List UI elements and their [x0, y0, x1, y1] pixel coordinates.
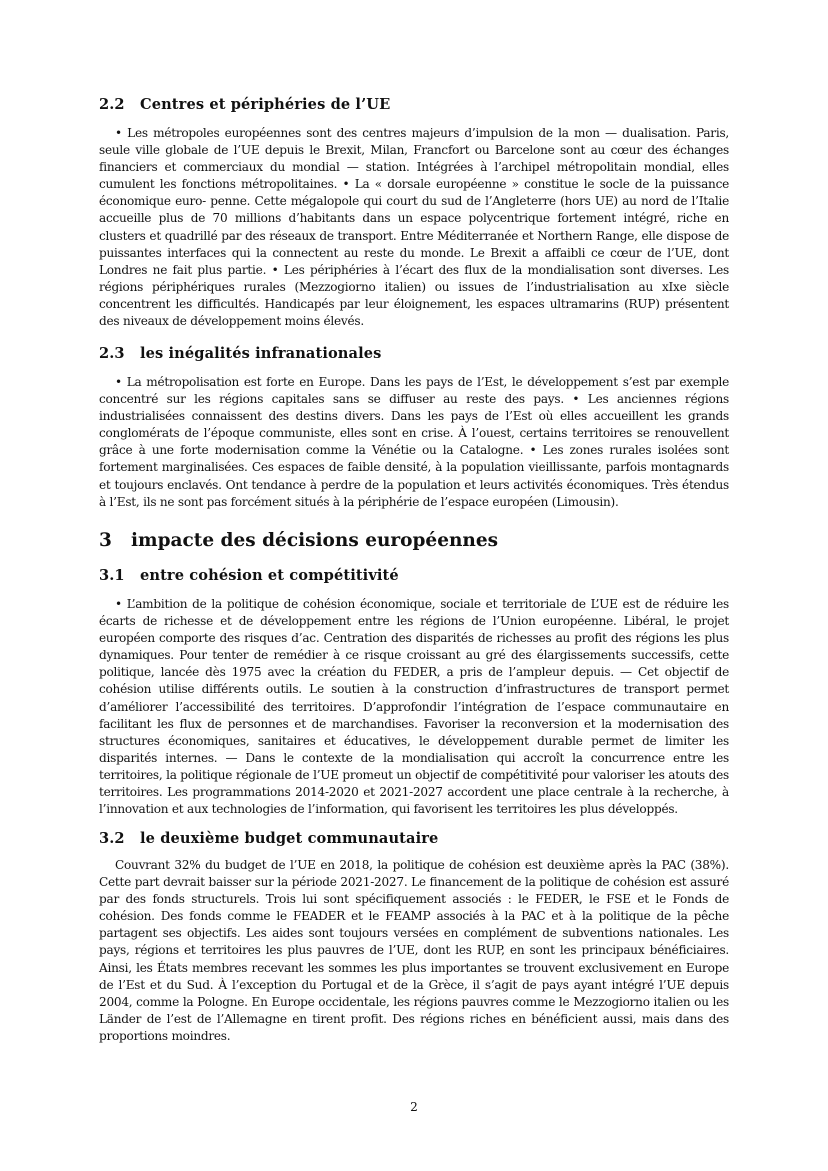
section-number: 3.2 [99, 830, 125, 847]
section-title: Centres et périphéries de l’UE [140, 96, 391, 113]
paragraph: • La métropolisation est forte en Europe. Dans les pays de l’Est, le développement s’est par exemple concentré sur les régions capitales sans se diffuser au reste des pays. • Les anciennes régions industrialisées connaissent des destins divers. Dans les pays de l’Est où elles accueillent les grands conglomérats de l’époque communiste, elles sont en crise. À l’ouest, certains territoires se renouvellent grâce à une forte modernisation comme la Vénétie ou la Catalogne. • Les zones rurales isolées sont fortement marginalisées. Ces espaces de faible densité, à la population vieillissante, parfois montagnards et toujours enclavés. Ont tendance à perdre de la population et leurs activités économiques. Très étendus à l’Est, ils ne sont pas forcément situés à la périphérie de l’espace européen (Limousin). [99, 375, 729, 509]
section-2-2 [99, 96, 729, 113]
section-title: entre cohésion et compétitivité [140, 567, 399, 584]
chapter-heading [99, 530, 729, 551]
section-number: 2.2 [99, 96, 125, 113]
section-3-2-body [99, 857, 729, 1045]
section-title: les inégalités infranationales [140, 345, 382, 362]
section-2-3 [99, 345, 729, 362]
section-heading [99, 567, 729, 584]
section-title: le deuxième budget communautaire [140, 830, 439, 847]
section-heading [99, 830, 729, 847]
section-2-3-body [99, 374, 729, 511]
section-number: 3.1 [99, 567, 125, 584]
paragraph: • L’ambition de la politique de cohésion économique, sociale et territoriale de L’UE est de réduire les écarts de richesse et de développement entre les régions de l’Union européenne. Libéral, le projet européen comporte des risques d’ac. Centration des disparités de richesses au profit des régions les plus dynamiques. Pour tenter de remédier à ce risque croissant au gré des élargissements successifs, cette politique, lancée dès 1975 avec la création du FEDER, a pris de l’ampleur depuis. — Cet objectif de cohésion utilise différents outils. Le soutien à la construction d’infrastructures de transport permet d’améliorer l’accessibilité des territoires. D’approfondir l’intégration de l’espace communautaire en facilitant les flux de personnes et de marchandises. Favoriser la reconversion et la modernisation des structures économiques, sanitaires et éducatives, le développement durable permet de limiter les disparités internes. — Dans le contexte de la mondialisation qui accroît la concurrence entre les territoires, la politique régionale de l’UE promeut un objectif de compétitivité pour valoriser les atouts des territoires. Les programmations 2014-2020 et 2021-2027 accordent une place centrale à la recherche, à l’innovation et aux technologies de l’information, qui favorisent les territoires les plus développés. [99, 597, 729, 817]
section-number: 2.3 [99, 345, 125, 362]
section-title: impacte des décisions européennes [131, 530, 499, 551]
section-3-1 [99, 567, 729, 584]
section-heading [99, 96, 729, 113]
section-3-1-body [99, 596, 729, 818]
paragraph: Couvrant 32% du budget de l’UE en 2018, la politique de cohésion est deuxième après la PAC (38%). Cette part devrait baisser sur la période 2021-2027. Le financement de la politique de cohésion est assuré par des fonds structurels. Trois lui sont spécifiquement associés : le FEDER, le FSE et le Fonds de cohésion. Des fonds comme le FEADER et le FEAMP associés à la PAC et à la politique de la pêche partagent ses objectifs. Les aides sont toujours versées en complément de subventions nationales. Les pays, régions et territoires les plus pauvres de l’UE, dont les RUP, en sont les principaux bénéficiaires. Ainsi, les États membres recevant les sommes les plus importantes se trouvent exclusivement en Europe de l’Est et du Sud. À l’exception du Portugal et de la Grèce, il s’agit de pays ayant intégré l’UE depuis 2004, comme la Pologne. En Europe occidentale, les régions pauvres comme le Mezzogiorno italien ou les Länder de l’est de l’Allemagne en tirent profit. Des régions riches en bénéficient aussi, mais dans des proportions moindres. [99, 858, 729, 1043]
section-heading [99, 345, 729, 362]
section-3 [99, 530, 729, 551]
page-number: 2 [410, 1100, 418, 1114]
section-3-2 [99, 830, 729, 847]
paragraph: • Les métropoles européennes sont des centres majeurs d’impulsion de la mon — dualisation. Paris, seule ville globale de l’UE depuis le Brexit, Milan, Francfort ou Barcelone sont au cœur des échanges financiers et commerciaux du mondial — station. Intégrées à l’archipel métropolitain mondial, elles cumulent les fonctions métropolitaines. • La « dorsale européenne » constitue le socle de la puissance économique euro- penne. Cette mégalopole qui court du sud de l’Angleterre (hors UE) au nord de l’Italie accueille plus de 70 millions d’habitants dans un espace polycentrique fortement intégré, riche en clusters et quadrillé par des réseaux de transport. Entre Méditerranée et Northern Range, elle dispose de puissantes interfaces qui la connectent au reste du monde. Le Brexit a affaibli ce cœur de l’UE, dont Londres ne fait plus partie. • Les périphéries à l’écart des flux de la mondialisation sont diverses. Les régions périphériques rurales (Mezzogiorno italien) ou issues de l’industrialisation au xIxe siècle concentrent les difficultés. Handicapés par leur éloignement, les espaces ultramarins (RUP) présentent des niveaux de développement moins élevés. [99, 126, 729, 329]
section-2-2-body [99, 125, 729, 330]
section-number: 3 [99, 530, 112, 551]
